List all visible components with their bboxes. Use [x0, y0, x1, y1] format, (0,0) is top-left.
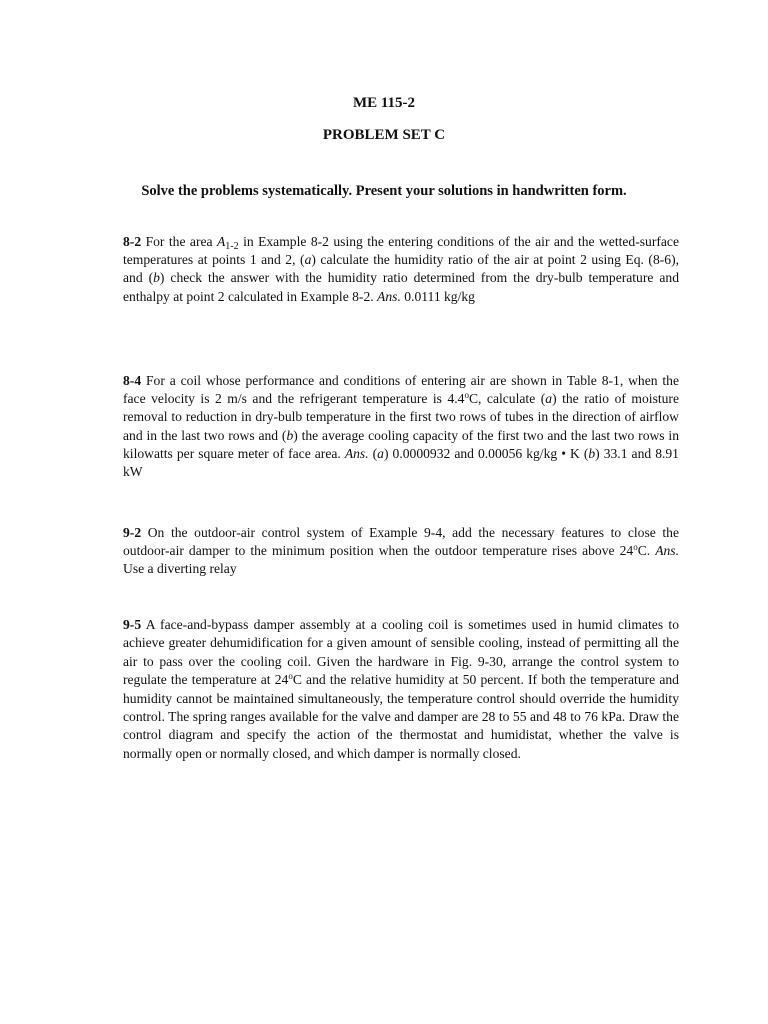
- answer-text: ) 33.1 and 8.91 kW: [123, 445, 679, 480]
- problem-number: 9-5: [123, 617, 142, 632]
- problem-text: For the area: [145, 234, 217, 249]
- problem-8-2: [123, 233, 679, 306]
- answer-text: (: [368, 445, 378, 461]
- answer-label: Ans.: [344, 445, 369, 461]
- problem-text: On the outdoor-air control system of Example 9-4, add the necessary features to close the outdoor-air damper to the minimum position when the outdoor temperature rises above 24: [123, 525, 679, 559]
- instructions: Solve the problems systematically. Present your solutions in handwritten form.: [141, 183, 627, 199]
- answer-text: 0.0111 kg/kg: [400, 288, 475, 304]
- part-a-label: a: [304, 252, 312, 268]
- problem-text: C, calculate (: [468, 391, 546, 407]
- degree-symbol: o: [464, 390, 469, 401]
- answer-text: ) 0.0000932 and 0.00056 kg/kg • K (: [383, 445, 589, 461]
- problem-text: ) the average cooling capacity of the first two and the last two rows in kilowatts per square meter of face area.: [123, 427, 679, 461]
- problem-number: 8-2: [123, 234, 142, 249]
- problem-text: A face-and-bypass damper assembly at a cooling coil is sometimes used in humid climates to achieve greater dehumidification for a given amount of sensible cooling, instead of permitting all the air to pass over the cooling coil. Given the hardware in Fig. 9-30, arrange the control system to regulate the temperature at 24: [123, 617, 679, 688]
- problem-number: 8-4: [123, 373, 142, 388]
- answer-label: Ans.: [655, 543, 679, 559]
- degree-symbol: o: [633, 542, 638, 553]
- answer-label: Ans.: [377, 288, 401, 304]
- problem-9-2: [123, 524, 679, 579]
- problem-text: ) check the answer with the humidity ratio determined from the dry-bulb temperature and enthalpy at point 2 calculated in Example 8-2.: [123, 270, 680, 304]
- problem-text: in Example 8-2 using the entering conditions of the air and the wetted-surface temperatures at points 1 and 2, (: [123, 234, 679, 268]
- part-b-label: b: [588, 445, 596, 461]
- area-subscript: 1-2: [225, 241, 239, 252]
- problem-8-4: [123, 372, 679, 481]
- answer-text: Use a diverting relay: [123, 561, 237, 577]
- degree-symbol: o: [288, 671, 293, 682]
- problem-number: 9-2: [123, 525, 142, 540]
- problem-9-5: [123, 616, 679, 763]
- part-a-label: a: [377, 445, 384, 461]
- area-variable: A: [216, 234, 226, 249]
- part-b-label: b: [153, 270, 160, 286]
- problem-text: C.: [637, 543, 656, 559]
- problem-text: ) the ratio of moisture removal to reduction in dry-bulb temperature in the first two rows of tubes in the direction of airflow and in the last two rows and (: [123, 391, 679, 443]
- part-a-label: a: [545, 391, 553, 407]
- problem-text: ) calculate the humidity ratio of the air at point 2 using Eq. (8-6), and (: [123, 252, 679, 286]
- problem-text: C and the relative humidity at 50 percent. If both the temperature and humidity cannot be maintained simultaneously, the temperature control should override the humidity control. The spring ranges available for the valve and damper are 28 to 55 and 48 to 76 kPa. Draw the control diagram and specify the action of the thermostat and humidistat, whether the valve is normally open or normally closed, and which damper is normally closed.: [123, 672, 679, 761]
- course-title: ME 115-2: [352, 95, 416, 111]
- problem-set-title: PROBLEM SET C: [322, 127, 446, 143]
- part-b-label: b: [286, 427, 294, 443]
- problem-text: For a coil whose performance and conditions of entering air are shown in Table 8-1, when the face velocity is 2 m/s and the refrigerant temperature is 4.4: [123, 373, 679, 407]
